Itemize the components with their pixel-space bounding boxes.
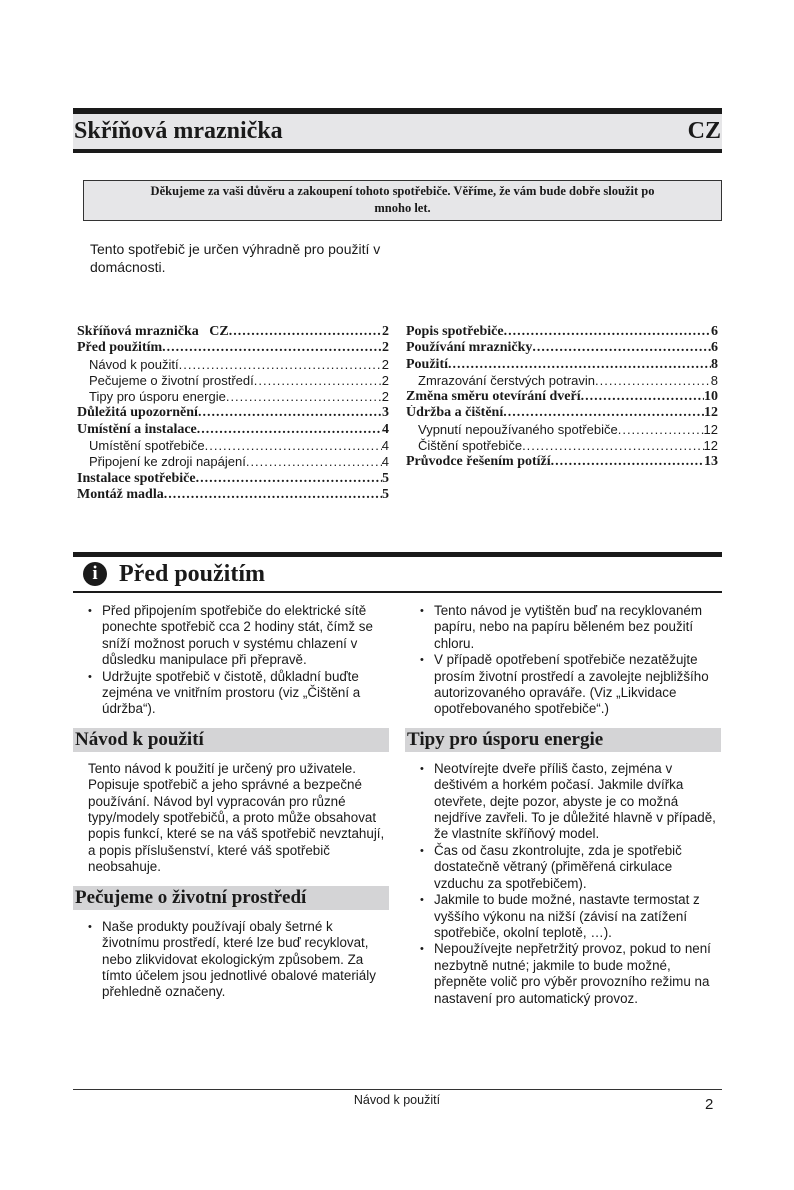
toc-entry-page: 5 xyxy=(382,486,389,502)
toc-leader xyxy=(198,405,382,421)
toc-leader xyxy=(205,438,382,454)
intro-text: Tento spotřebič je určen výhradně pro použití v domácnosti. xyxy=(90,241,381,275)
page-number: 2 xyxy=(705,1096,714,1113)
thanks-box: Děkujeme za vaši důvěru a zakoupení tohoto spotřebiče. Věříme, že vám bude dobře sloužit po mnoho let. xyxy=(83,180,722,221)
toc-leader xyxy=(551,454,704,470)
bullet-item: • Naše produkty používají obaly šetrné k životnímu prostředí, které lze buď recyklovat, nebo zlikvidovat ekologickým způsobem. Za tímto účelem jsou jednotlivé obalové materiály přehledně označeny. xyxy=(88,919,389,1001)
toc-entry[interactable] xyxy=(77,487,389,503)
toc-leader xyxy=(226,389,382,405)
toc-leader xyxy=(197,422,382,438)
toc-entry[interactable] xyxy=(406,340,718,356)
toc-entry-page: 12 xyxy=(703,421,718,437)
toc-entry[interactable] xyxy=(77,340,389,356)
toc-entry[interactable] xyxy=(77,422,389,438)
toc-leader xyxy=(595,373,711,389)
toc-left xyxy=(77,324,389,503)
toc-entry-page: 5 xyxy=(382,470,389,486)
toc-entry-page: 6 xyxy=(711,340,718,356)
bullet-item: • Udržujte spotřebič v čistotě, důkladní buďte zejména ve vnitřním prostoru (viz „Čištění a údržba“). xyxy=(88,669,389,718)
toc-entry[interactable] xyxy=(77,438,389,454)
toc-entry-label: Tipy pro úsporu energie xyxy=(89,389,226,405)
section-title: Před použitím xyxy=(119,560,265,587)
toc-entry-label: Skříňová mraznička CZ xyxy=(77,324,229,339)
language-code: CZ xyxy=(687,118,721,144)
toc-entry-page: 10 xyxy=(704,389,718,405)
footer-divider xyxy=(73,1089,722,1090)
toc-entry-label: Umístění a instalace xyxy=(77,421,197,437)
bullet-item: • Nepoužívejte nepřetržitý provoz, pokud to není nezbytně nutné; jakmile to bude možné, přepněte volič pro výběr provozního režimu na nastavení pro automatický provoz. xyxy=(420,941,721,1007)
toc-entry[interactable] xyxy=(77,389,389,405)
toc-entry-page: 2 xyxy=(381,372,389,388)
toc-entry-page: 8 xyxy=(710,372,718,388)
toc-entry[interactable] xyxy=(406,357,718,373)
right-column xyxy=(405,603,721,1007)
toc-leader xyxy=(522,438,703,454)
toc-entry[interactable] xyxy=(406,438,718,454)
toc-entry[interactable] xyxy=(77,471,389,487)
toc-leader xyxy=(246,454,382,470)
toc-entry[interactable] xyxy=(77,324,389,340)
toc-entry-label: Návod k použití xyxy=(89,356,179,372)
toc-entry[interactable] xyxy=(406,422,718,438)
toc-right xyxy=(406,324,718,471)
toc-leader xyxy=(162,340,382,356)
toc-entry-label: Popis spotřebiče xyxy=(406,324,504,339)
toc-entry-page: 3 xyxy=(382,405,389,421)
toc-entry[interactable] xyxy=(406,324,718,340)
toc-entry-label: Údržba a čištění xyxy=(406,405,504,421)
toc-entry-page: 4 xyxy=(382,421,389,437)
toc-entry[interactable] xyxy=(406,454,718,470)
toc-entry-label: Zmrazování čerstvých potravin xyxy=(418,372,596,388)
toc-entry[interactable] xyxy=(77,454,389,470)
info-icon: i xyxy=(83,562,107,586)
bullet-item: • Před připojením spotřebiče do elektrické sítě ponechte spotřebič cca 2 hodiny stát, čímž se sníží možnost poruch v systému chlazení v důsledku manipulace při přepravě. xyxy=(88,603,389,669)
toc-leader xyxy=(503,405,704,421)
footer-label: Návod k použití xyxy=(353,1093,441,1107)
paragraph: Tento návod k použití je určený pro uživatele. Popisuje spotřebič a jeho správné a bezpečné používání. Návod byl vypracován pro různé typy/modely spotřebičů, a proto může obsahovat popis funkcí, které se na váš spotřebič nevztahují, a popis příslušenství, které váš spotřebič neobsahuje. xyxy=(88,760,385,875)
toc-leader xyxy=(504,324,711,340)
toc-entry-label: Před použitím xyxy=(77,340,163,356)
toc-entry-label: Čištění spotřebiče xyxy=(418,438,523,454)
toc-entry-label: Montáž madla xyxy=(77,486,164,502)
toc-entry-page: 6 xyxy=(711,324,718,339)
toc-entry-label: Změna směru otevírání dveří xyxy=(406,389,581,405)
toc-entry-label: Připojení ke zdroji napájení xyxy=(89,454,246,470)
toc-entry[interactable] xyxy=(406,373,718,389)
toc-entry-page: 2 xyxy=(382,340,389,356)
toc-entry-page: 12 xyxy=(704,405,718,421)
toc-leader xyxy=(196,471,382,487)
bullet-item: • Tento návod je vytištěn buď na recyklovaném papíru, nebo na papíru běleném bez použití chloru. xyxy=(420,603,721,652)
toc-entry[interactable] xyxy=(77,405,389,421)
left-column xyxy=(73,603,389,1001)
toc-entry-label: Pečujeme o životní prostředí xyxy=(89,372,254,388)
document-title: Skříňová mraznička xyxy=(74,118,283,144)
bullet-item: • Čas od času zkontrolujte, zda je spotřebič dostatečně větraný (přiměřená cirkulace vzduchu za spotřebičem). xyxy=(420,843,721,892)
toc-leader xyxy=(532,340,711,356)
toc-entry-label: Použití xyxy=(406,356,448,372)
toc-leader xyxy=(448,357,711,373)
toc-entry-page: 12 xyxy=(703,438,718,454)
subheading: Návod k použití xyxy=(73,728,389,752)
toc-entry-page: 13 xyxy=(704,454,718,470)
subheading: Tipy pro úsporu energie xyxy=(405,728,721,752)
toc-entry-label: Vypnutí nepoužívaného spotřebiče xyxy=(418,421,618,437)
toc-entry-label: Umístění spotřebiče xyxy=(89,438,205,454)
toc-entry-page: 4 xyxy=(381,454,389,470)
toc-leader xyxy=(581,389,704,405)
toc-entry-page: 2 xyxy=(381,389,389,405)
bullet-item: • Neotvírejte dveře příliš často, zejména v deštivém a horkém počasí. Jakmile dvířka otevřete, dejte pozor, abyste je co možná nejdříve zavřeli. To je důležité hlavně v případě, že vlastníte skříňový model. xyxy=(420,761,721,843)
toc-entry[interactable] xyxy=(77,373,389,389)
toc-entry[interactable] xyxy=(77,357,389,373)
subheading: Pečujeme o životní prostředí xyxy=(73,886,389,910)
bullet-item: • V případě opotřebení spotřebiče nezatěžujte prosím životní prostředí a zavolejte nejbližšího autorizovaného opraváře. (Viz „Likvidace opotřebovaného spotřebiče“.) xyxy=(420,652,721,718)
toc-entry-label: Používání mrazničky xyxy=(406,340,533,356)
toc-entry[interactable] xyxy=(406,389,718,405)
toc-entry-page: 2 xyxy=(382,324,389,339)
toc-leader xyxy=(254,373,382,389)
toc-entry-label: Průvodce řešením potíží xyxy=(406,454,551,470)
toc-leader xyxy=(164,487,382,503)
section-header xyxy=(73,552,722,593)
toc-entry-page: 4 xyxy=(381,438,389,454)
toc-leader xyxy=(179,357,382,373)
document-header xyxy=(73,108,722,153)
toc-entry[interactable] xyxy=(406,405,718,421)
toc-entry-label: Důležitá upozornění xyxy=(77,405,198,421)
bullet-item: • Jakmile to bude možné, nastavte termostat z vyššího výkonu na nižší (závisí na zatížení spotřebiče, okolní teplotě, …). xyxy=(420,892,721,941)
toc-leader xyxy=(229,324,382,340)
toc-leader xyxy=(618,422,704,438)
toc-entry-label: Instalace spotřebiče xyxy=(77,470,196,486)
toc-entry-page: 2 xyxy=(381,356,389,372)
toc-entry-page: 8 xyxy=(711,356,718,372)
